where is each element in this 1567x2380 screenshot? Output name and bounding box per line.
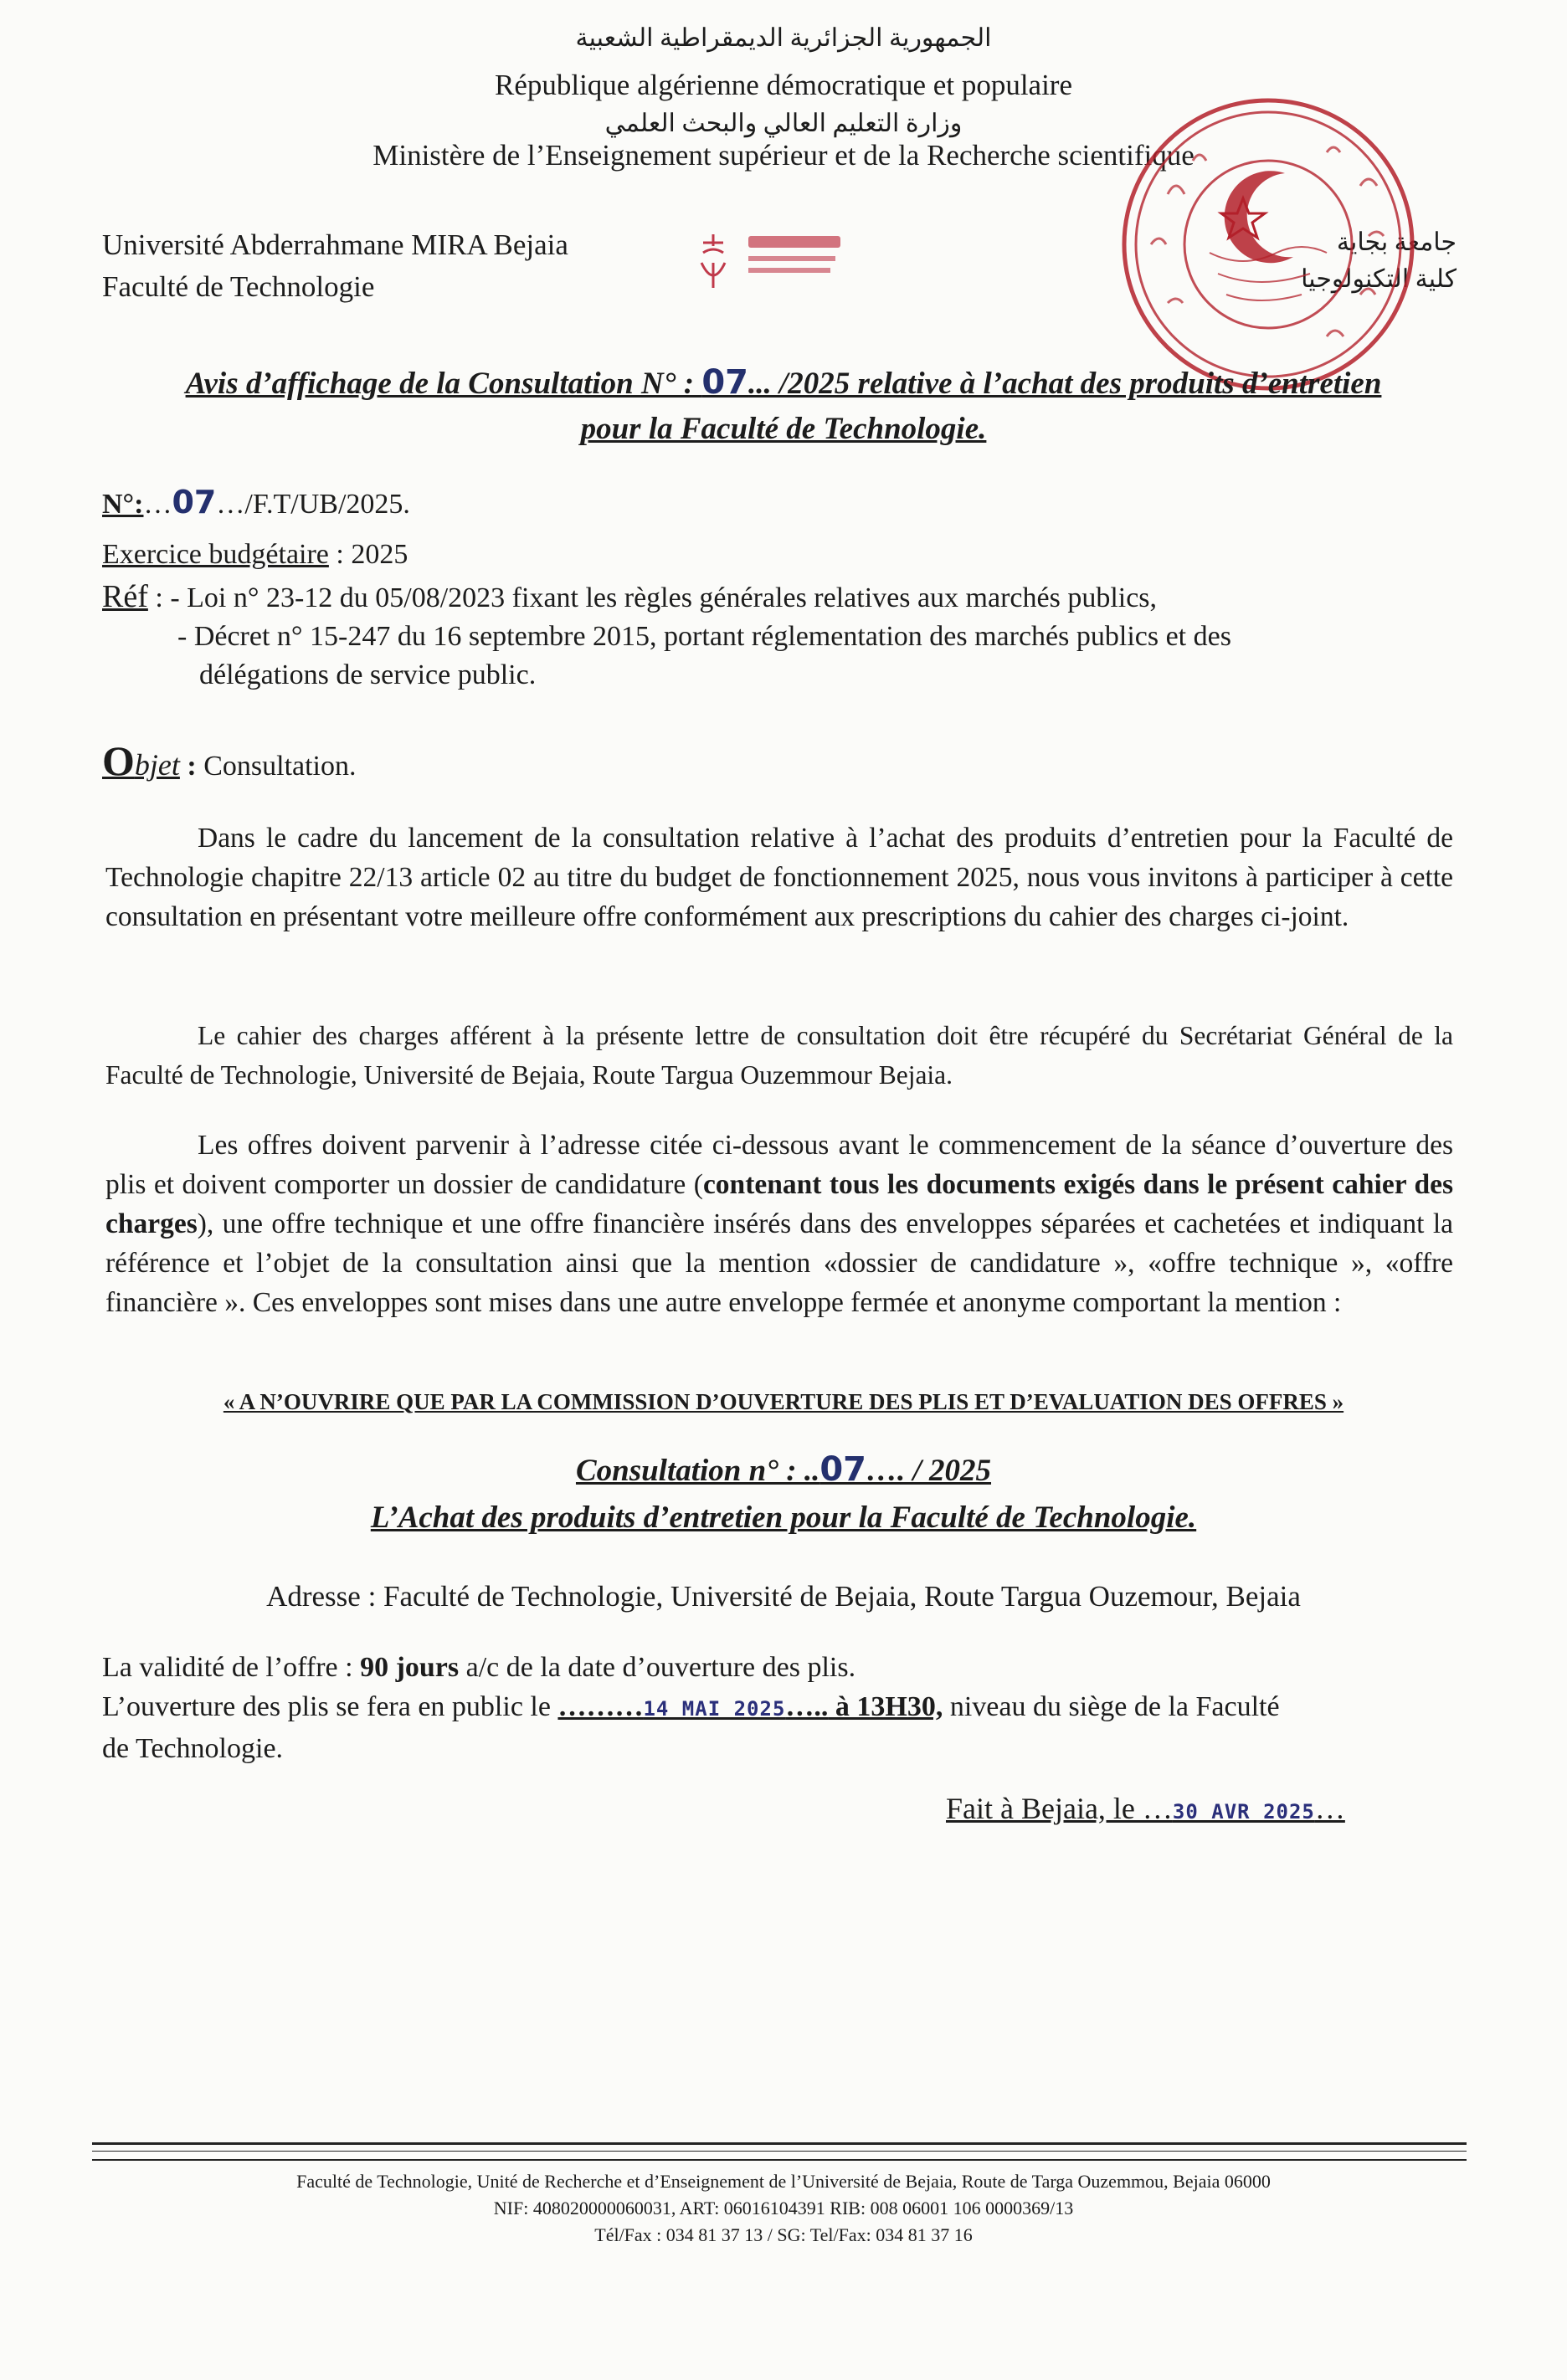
offer-validity: La validité de l’offre : 90 jours a/c de la date d’ouverture des plis. [102,1652,856,1683]
object-label: Objet [102,737,180,784]
footer-rule-double [92,2159,1467,2161]
object-line: Objet : Consultation. [102,737,357,784]
handwritten-consultation-number: 07 [701,363,749,402]
arabic-faculty: كلية التكنولوجيا [1301,265,1457,293]
address: Adresse : Faculté de Technologie, Université de Bejaia, Route Targua Ouzemour, Bejaia [266,1580,1301,1613]
reference-number: N°:…07…/F.T/UB/2025. [102,484,410,521]
opening-date: L’ouverture des plis se fera en public le ………14 MAI 2025….. à 13H30, niveau du siège de la Faculté de Technologie. [102,1691,1280,1764]
footer-rule-thick [92,2142,1467,2145]
arabic-university: جامعة بجاية [1336,228,1457,256]
footer-phones: Tél/Fax : 034 81 37 13 / SG: Tel/Fax: 034 81 37 16 [594,2224,973,2245]
footer-rule-thin [92,2151,1467,2152]
footer-address: Faculté de Technologie, Unité de Recherche et d’Enseignement de l’Université de Bejaia, Route de Targa Ouzemmou, Bejaia 06000 [296,2171,1271,2192]
consultation-block: Consultation n° : ..07…. / 2025 L’Achat des produits d’entretien pour la Faculté de Technologie. [370,1450,1197,1535]
legal-references: Réf : - Loi n° 23-12 du 05/08/2023 fixant les règles générales relatives aux marchés publics, [102,579,1158,614]
header-french-republic: République algérienne démocratique et populaire [494,69,1072,101]
institution-block [102,224,568,308]
legal-reference-decree: - Décret n° 15-247 du 16 septembre 2015, portant réglementation des marchés publics et des délégations de service public. [177,621,1231,690]
signature-date-stamp: 30 AVR 2025 [1172,1800,1315,1823]
header-french-ministry: Ministère de l’Enseignement supérieur et de la Recherche scientifique [372,139,1195,172]
envelope-mention: « A N’OUVRIRE QUE PAR LA COMMISSION D’OUVERTURE DES PLIS ET D’EVALUATION DES OFFRES » [223,1389,1344,1414]
paragraph-intro: Dans le cadre du lancement de la consultation relative à l’achat des produits d’entretien pour la Faculté de Technologie chapitre 22/13 article 02 au titre du budget de fonctionnement 2025, nous vous invitons à participer à cette consultation en présentant votre meilleure offre conformément aux prescriptions du cahier des charges ci-joint. [105,823,1453,932]
official-seal [1117,94,1419,395]
faculty-name: Faculté de Technologie [102,270,375,303]
paragraph-specifications: Le cahier des charges afférent à la présente lettre de consultation doit être récupéré du Secrétariat Général de la Faculté de Technologie, Université de Bejaia, Route Targua Ouzemmour Bejaia. [105,1021,1453,1090]
header-arabic-republic: الجمهورية الجزائرية الديمقراطية الشعبية [575,24,992,52]
handwritten-number: 07 [172,484,217,521]
footer-ids: NIF: 408020000060031, ART: 06016104391 RIB: 008 06001 106 0000369/13 [493,2198,1074,2218]
fiscal-year: Exercice budgétaire : 2025 [102,539,408,570]
header-arabic-ministry: وزارة التعليم العالي والبحث العلمي [604,110,963,137]
paragraph-offers: Les offres doivent parvenir à l’adresse citée ci-dessous avant le commencement de la séance d’ouverture des plis et doivent comporter un dossier de candidature (contenant tous les documents exigés dans le présent cahier des charges), une offre technique et une offre financière insérés dans des enveloppes séparées et cachetées et indiquant la référence et l’objet de la consultation ainsi que la mention «dossier de candidature », «offre technique », «offre financière ». Ces enveloppes sont mises dans une autre enveloppe fermée et anonyme comportant la mention : [105,1130,1453,1318]
university-name: Université Abderrahmane MIRA Bejaia [102,228,568,261]
opening-date-stamp: 14 MAI 2025 [643,1697,786,1721]
document-title: Avis d’affichage de la Consultation N° : 07... /2025 relative à l’achat des produits d’entretien pour la Faculté de Technologie. [185,363,1382,446]
handwritten-consultation-number-2: 07 [819,1450,866,1489]
university-logo [691,226,909,293]
object-value: Consultation. [203,751,357,782]
signature-date: Fait à Bejaia, le …30 AVR 2025… [946,1792,1345,1825]
